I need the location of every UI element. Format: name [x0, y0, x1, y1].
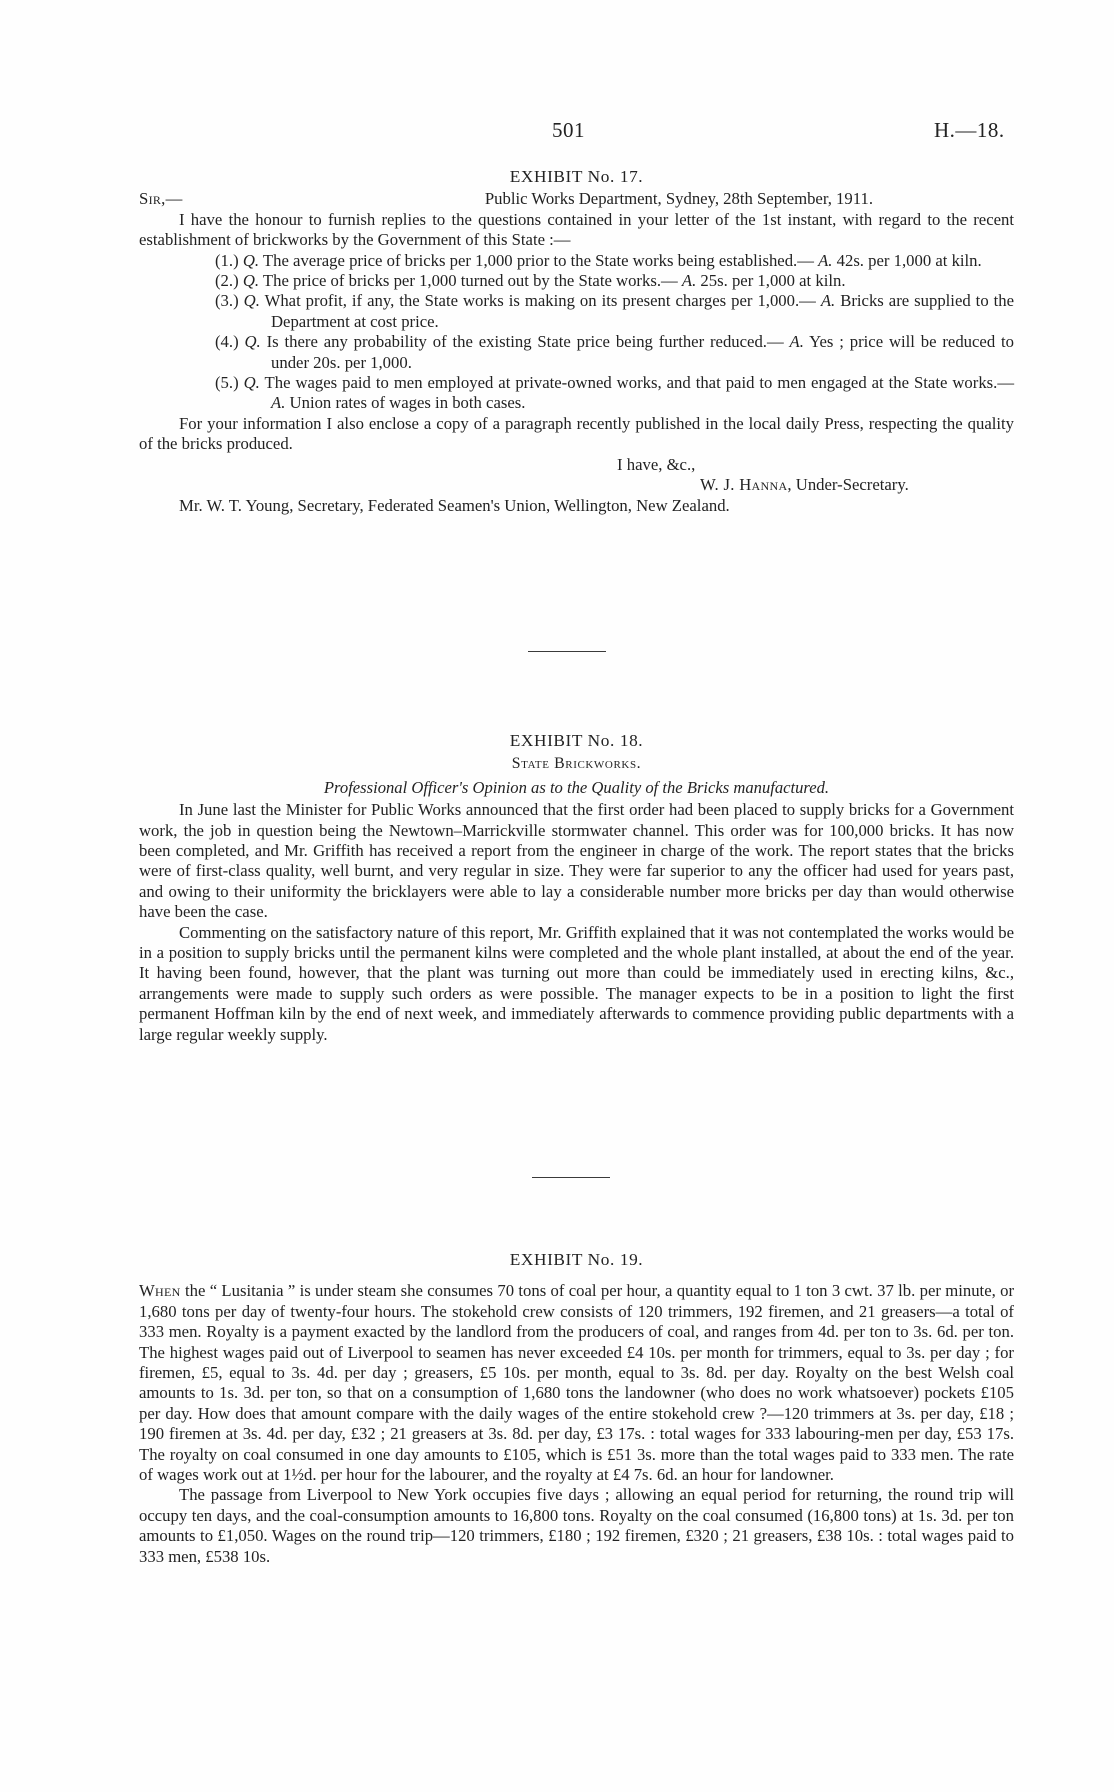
addressee-line: Mr. W. T. Young, Secretary, Federated Seamen's Union, Wellington, New Zealand.	[179, 495, 730, 515]
section-divider	[528, 651, 606, 652]
dateline: Public Works Department, Sydney, 28th September, 1911.	[484, 189, 873, 209]
salutation: Sir,—	[139, 189, 183, 209]
exhibit-18-paragraph: In June last the Minister for Public Works announced that the first order had been placed to supply bricks for a Government work, the job in question being the Newtown–Marrickville stormwater channel. This order was for 100,000 bricks. It has now been completed, and Mr. Griffith has received a report from the engineer in charge of the work. The report states that the bricks were of first-class quality, well burnt, and very regular in size. They were far superior to any the officer had used for years past, and owing to their uniformity the bricklayers were able to lay a considerable number more bricks per day than would otherwise have been the case.	[139, 800, 1014, 922]
exhibit-18-title: EXHIBIT No. 18.	[509, 731, 644, 750]
series-code: H.—18.	[934, 118, 1005, 142]
qa-item: (4.) Q. Is there any probability of the existing State price being further reduced.— A. Yes ; price will be reduced to under 20s. per 1,000.	[215, 332, 1015, 372]
exhibit-17-section	[139, 167, 1014, 516]
closing-phrase: I have, &c.,	[617, 454, 696, 474]
lead-word: When	[139, 1281, 181, 1301]
qa-item: (1.) Q. The average price of bricks per 1,000 prior to the State works being established.— A. 42s. per 1,000 at kiln.	[215, 250, 982, 270]
exhibit-19-paragraph: The passage from Liverpool to New York occupies five days ; allowing an equal period for returning, the round trip will occupy ten days, and the coal-consumption amounts to 16,800 tons. Royalty on the coal consumed (16,800 tons) at 1s. 3d. per ton amounts to £1,050. Wages on the round trip—120 trimmers, £180 ; 192 firemen, £320 ; 21 greasers, £38 10s. : total wages paid to 333 men, £538 10s.	[139, 1485, 1014, 1566]
signatory-title: , Under-Secretary.	[787, 475, 909, 495]
qa-item: (2.) Q. The price of bricks per 1,000 turned out by the State works.— A. 25s. per 1,000 at kiln.	[215, 271, 846, 291]
exhibit-18-subtitle: State Brickworks.	[511, 755, 642, 773]
exhibit-18-paragraph: Commenting on the satisfactory nature of this report, Mr. Griffith explained that it was not contemplated the works would be in a position to supply bricks until the permanent kilns were completed and the whole plant installed, at about the end of the year. It having been found, however, that the plant was turning out more than could be immediately used in erecting kilns, &c., arrangements were made to supply such orders as were possible. The manager expects to be in a position to light the first permanent Hoffman kiln by the end of next week, and immediately afterwards to commence providing public departments with a large regular weekly supply.	[139, 922, 1014, 1044]
signature-line	[700, 475, 1014, 495]
exhibit-18-heading: Professional Officer's Opinion as to the Quality of the Bricks manufactured.	[323, 777, 830, 797]
letter-intro: I have the honour to furnish replies to the questions contained in your letter of the 1st instant, with regard to the recent establishment of brickworks by the Government of this State :—	[139, 209, 1014, 250]
qa-item: (3.) Q. What profit, if any, the State works is making on its present charges per 1,000.— A. Bricks are supplied to the Department at cost price.	[215, 291, 1015, 331]
exhibit-19-title: EXHIBIT No. 19.	[509, 1250, 644, 1269]
signatory-name: W. J. Hanna	[700, 475, 788, 495]
exhibit-19-paragraph: When the “ Lusitania ” is under steam she consumes 70 tons of coal per hour, a quantity equal to 1 ton 3 cwt. 37 lb. per minute, or 1,680 tons per day of twenty-four hours. The stokehold crew consists of 120 trimmers, 192 firemen, and 21 greasers—a total of 333 men. Royalty is a payment exacted by the landlord from the producers of coal, and ranges from 4d. per ton to 3s. 6d. per ton. The highest wages paid out of Liverpool to seamen has never exceeded £4 10s. per month for trimmers, equal to 3s. per day ; for firemen, £5, equal to 3s. 4d. per day ; greasers, £5 10s. per month, equal to 3s. 8d. per day. Royalty on the best Welsh coal amounts to 1s. 3d. per ton, so that on a consumption of 1,680 tons the landowner (who does no work whatsoever) pockets £105 per day. How does that amount compare with the daily wages of the entire stokehold crew ?—120 trimmers at 3s. per day, £18 ; 190 firemen at 3s. 4d. per day, £32 ; 21 greasers at 3s. 8d. per day, £3 17s. : total wages for 333 labouring-men per day, £53 17s. The royalty on coal consumed in one day amounts to £105, which is £51 3s. more than the total wages paid to 333 men. The rate of wages work out at 1½d. per hour for the labourer, and the royalty at £4 7s. 6d. an hour for landowner.	[139, 1281, 1015, 1485]
closing-paragraph: For your information I also enclose a copy of a paragraph recently published in the local daily Press, respecting the quality of the bricks produced.	[139, 413, 1014, 454]
exhibit-17-title: EXHIBIT No. 17.	[509, 167, 644, 186]
exhibit-19-section	[139, 1250, 1014, 1567]
section-divider	[532, 1177, 610, 1178]
exhibit-18-section	[139, 731, 1014, 1045]
qa-item: (5.) Q. The wages paid to men employed at private-owned works, and that paid to men engaged at the State works.— A. Union rates of wages in both cases.	[215, 373, 1015, 413]
salutation-line	[139, 189, 1014, 209]
page-number: 501	[552, 118, 585, 142]
